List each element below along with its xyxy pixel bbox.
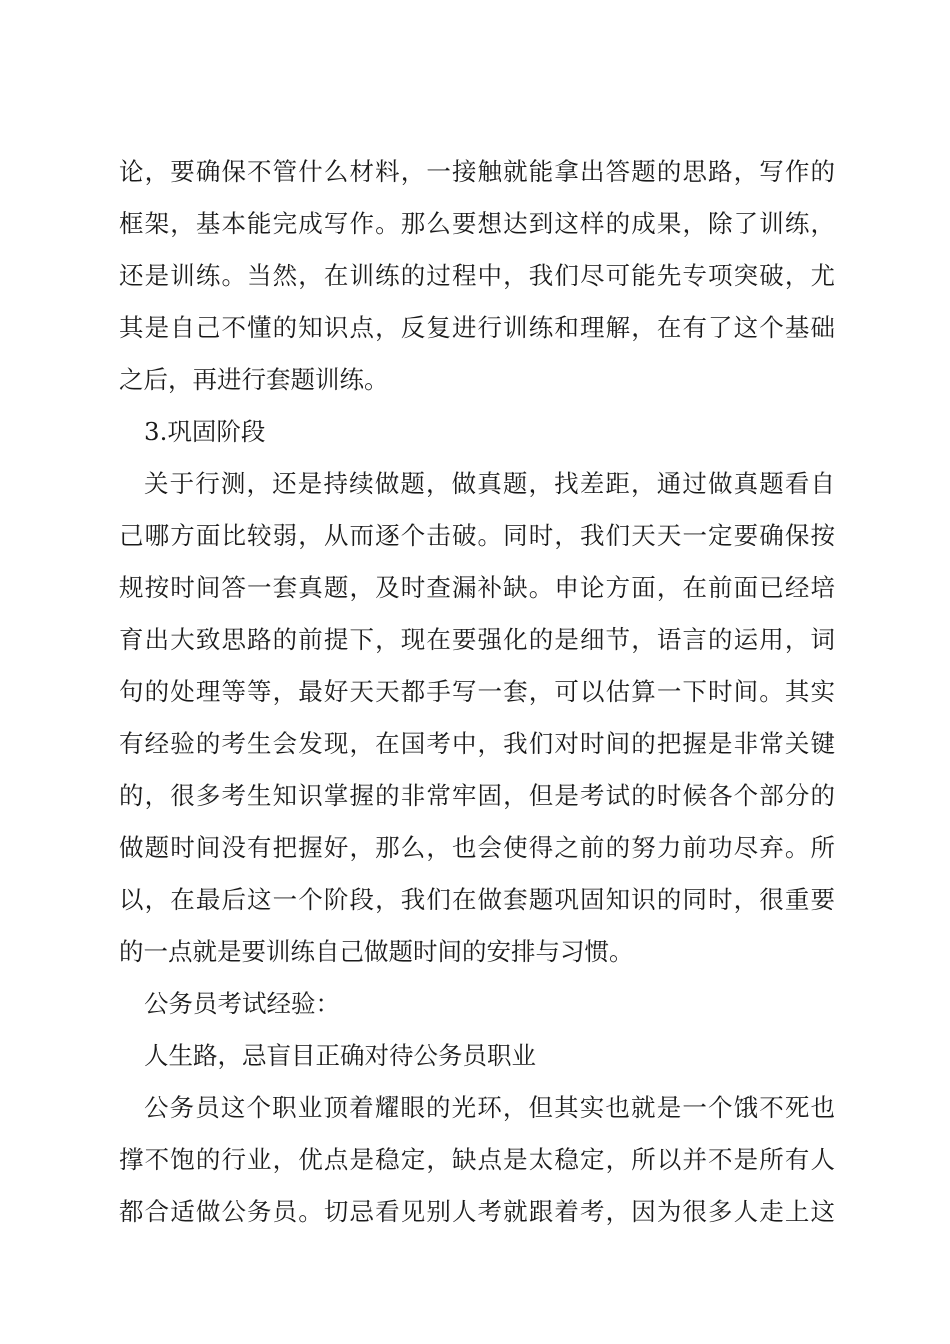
section-subheading: 人生路，忌盲目正确对待公务员职业	[144, 1041, 536, 1070]
text-line: 育出大致思路的前提下，现在要强化的是细节，语言的运用，词	[119, 625, 835, 654]
paragraph-first-line: 关于行测，还是持续做题，做真题，找差距，通过做真题看自	[144, 469, 835, 498]
text-line: 有经验的考生会发现，在国考中，我们对时间的把握是非常关键	[119, 729, 835, 758]
text-line: 的一点就是要训练自己做题时间的安排与习惯。	[119, 937, 634, 966]
text-line: 以，在最后这一个阶段，我们在做套题巩固知识的同时，很重要	[119, 885, 835, 914]
text-line: 之后，再进行套题训练。	[119, 365, 389, 394]
text-line: 撑不饱的行业，优点是稳定，缺点是太稳定，所以并不是所有人	[119, 1145, 835, 1174]
text-line: 其是自己不懂的知识点，反复进行训练和理解，在有了这个基础	[119, 313, 835, 342]
text-line: 的，很多考生知识掌握的非常牢固，但是考试的时候各个部分的	[119, 781, 835, 810]
text-line: 都合适做公务员。切忌看见别人考就跟着考，因为很多人走上这	[119, 1197, 835, 1226]
text-line: 还是训练。当然，在训练的过程中，我们尽可能先专项突破，尤	[119, 261, 835, 290]
section-heading: 公务员考试经验：	[144, 989, 340, 1018]
text-line: 己哪方面比较弱，从而逐个击破。同时，我们天天一定要确保按	[119, 521, 835, 550]
text-line: 论，要确保不管什么材料，一接触就能拿出答题的思路，写作的	[119, 157, 835, 186]
text-line: 框架，基本能完成写作。那么要想达到这样的成果，除了训练，	[119, 209, 835, 238]
text-line: 做题时间没有把握好，那么，也会使得之前的努力前功尽弃。所	[119, 833, 835, 862]
document-body	[119, 146, 835, 1238]
section-heading: 3.巩固阶段	[144, 417, 266, 446]
text-line: 规按时间答一套真题，及时查漏补缺。申论方面，在前面已经培	[119, 573, 835, 602]
text-line: 句的处理等等，最好天天都手写一套，可以估算一下时间。其实	[119, 677, 835, 706]
paragraph-first-line: 公务员这个职业顶着耀眼的光环，但其实也就是一个饿不死也	[144, 1093, 835, 1122]
